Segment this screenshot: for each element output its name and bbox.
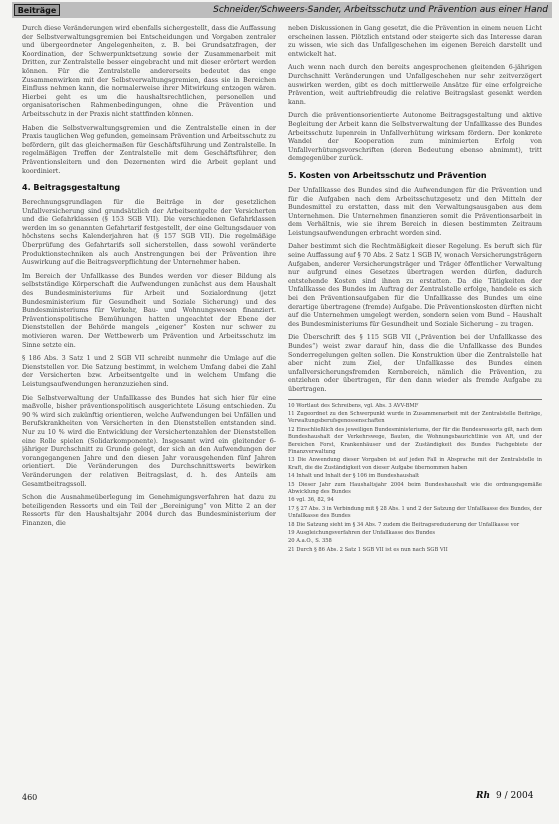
footnote: 20 A.a.O., S. 358 xyxy=(288,538,332,545)
footnote: 21 Durch § 86 Abs. 2 Satz 1 SGB VII ist es nun nach SGB VII xyxy=(288,546,448,553)
footnotes xyxy=(288,399,542,555)
section-heading: 4. Beitragsgestaltung xyxy=(22,183,121,193)
issue-label: 9 / 2004 xyxy=(496,791,534,801)
body-paragraph: Daher bestimmt sich die Rechtmäßigkeit dieser Regelung. Es beruft sich für seine Auffassung auf § 70 Abs. 2 Satz 1 SGB IV, wonach Versicherungsträgern Aufgaben, anderer Versicherungsträger und Träger öffentlicher Verwaltung nur aufgrund eines Gesetzes übertragen werden dürfen, dadurch entstehende Kosten sind ihnen zu erstatten. Da die Tätigkeiten der Unfallkasse des Bundes im Auftrag der Zentralstelle erfolge, handele es sich bei den Präventionsaufgaben für die Unfallkasse des Bundes um eine derartige übertragene (fremde) Aufgabe. Die Präventionskosten dürften nicht auf die Unternehmen umgelegt werden, sondern seien vom Bund – Haushalt des Bundesministeriums für Gesundheit und Soziale Sicherung – zu tragen. xyxy=(288,242,542,328)
body-paragraph: Die Selbstverwaltung der Unfallkasse des Bundes hat sich hier für eine maßvolle, bisher präventionspolitisch ausgerichtete Lösung entschieden. Zu 90 % wird sich zukünftig orientieren, welche Aufwendungen bei Unfällen und Berufskrankheiten von Versicherten in den Dienststellen entstanden sind. Nur zu 10 % wird die Entwicklung der Versichertenzahlen der Dienststellen eine Rolle spielen (Solidarkomponente). Insgesamt wird ein gleitender 6-jähriger Durchschnitt zu Grunde gelegt, der sich an den Aufwendungen der vorangegangenen Jahre und den diesen Jahr vorausgehenden fünf Jahren orientiert. Die Veränderungen des Durchschnittswerts bewirken Veränderungen der relativen Beitragslast, d. h. des Anteils am Gesamtbeitragssoll. xyxy=(22,393,276,488)
section-logo: Beiträge xyxy=(14,4,60,16)
section-heading: 5. Kosten von Arbeitsschutz und Prävention xyxy=(288,170,487,180)
footnote: 17 § 27 Abs. 3 in Verbindung mit § 28 Abs. 1 und 2 der Satzung der Unfallkasse des Bundes, der Unfallkasse des Bundes xyxy=(288,505,542,520)
body-paragraph: Durch diese Veränderungen wird ebenfalls sichergestellt, dass die Auffassung der Selbstverwaltungsgremien bei Entscheidungen und Vorgaben zentraler und übergeordneter Angelegenheiten, z. B. bei Grundsatzfragen, der Koordination, der Schwerpunktsetzung sowie der Zusammenarbeit mit Dritten, zur Zentralstelle besser eingebracht und mit dieser erörtert werden können. Für die Zentralstelle andererseits bedeutet das enge Zusammenwirken mit der Selbstverwaltungsgremien, dass sie in Bereichen Einfluss nehmen kann, die normalerweise ihrer Mitwirkung entzogen wären. Hierbei geht es um die haushaltsrechtlichen, personellen und organisatorischen Rahmenbedingungen, ohne die Prävention und Arbeitsschutz in der Praxis nicht stattfinden können. xyxy=(22,24,276,118)
footnote: 19 Ausgleichungsverfahren der Unfallkasse des Bundes xyxy=(288,530,436,537)
footnote: 14 Inhalt und Inhalt der § 106 im Bundeshaushalt xyxy=(288,473,420,480)
right-column xyxy=(288,24,542,784)
body-paragraph: Haben die Selbstverwaltungsgremien und die Zentralstelle einen in der Praxis tauglichen Weg gefunden, gemeinsam Prävention und Arbeitsschutz zu befördern, gilt das gleichermaßen für Geschäftsführung und Zentralstelle. In regelmäßigen Treffen der Zentralstelle mit dem Geschäftsführer, den Präventionsleitern und den Dezernenten wird die Arbeit geplant und koordiniert. xyxy=(22,123,276,175)
footnote: 11 Zugeordnet zu den Schwerpunkt wurde in Zusammenarbeit mit der Zentralstelle Beiträge, Verwaltungsberufsgenossenschaften xyxy=(288,410,542,425)
body-paragraph: Berechnungsgrundlagen für die Beiträge in der gesetzlichen Unfallversicherung sind grundsätzlich der Arbeitsentgelte der Versicherten und die Gefahrklassen (§ 153 SGB VII). Die verschiedenen Gefahrklassen werden im so genannten Gefahrtarif festgestellt, der eine Geltungsdauer von höchstens sechs Kalenderjahren hat (§ 157 SGB VII). Die regelmäßige Überprüfung des Gefahrtarifs soll sicherstellen, dass sowohl veränderte Produktionstechniken als auch Anstrengungen bei der Prävention ihre Auswirkung auf die Beitragsverpflichtung der Unternehmer haben. xyxy=(22,198,276,267)
footnote: 10 Wortlaut des Schreibens, vgl. Abs. 3 AVV-BMF xyxy=(288,402,419,409)
body-paragraph: § 186 Abs. 3 Satz 1 und 2 SGB VII schreibt nunmehr die Umlage auf die Dienststellen vor. Die Satzung bestimmt, in welchem Umfang dabei die Zahl der Versicherten bzw. Arbeitsentgelte und in welchem Umfang die Leistungsaufwendungen heranzuziehen sind. xyxy=(22,354,276,388)
footnote: 16 vgl. 36, 82, 94 xyxy=(288,497,334,504)
page-header xyxy=(12,2,552,18)
body-paragraph: Auch wenn nach durch den bereits angesprochenen gleitenden 6-jährigen Durchschnitt Veränderungen und Unfallgeschehen nur sehr zeitverzögert auswirken werden, gibt es doch mittlerweile Ansätze für eine erfolgreiche Prävention, weit auftriebfreudig die relative Beitragslast gesenkt werden kann. xyxy=(288,63,542,106)
journal-logo: Rh xyxy=(476,791,491,801)
journal-issue xyxy=(476,791,533,801)
left-column xyxy=(22,24,276,784)
footnote: 12 Einschließlich des jeweiligen Bundesministeriums, der für die Bundesressorts gilt, nach dem Bundeshaushalt der Verkehrswege, Bauten, die Wohnungsbaurichtlinie von AR, und der Bereichen Forst, Krankenhäuser und der Zuständigkeit des Bundes Fachgebiete der Finanzverwaltung xyxy=(288,426,542,455)
footnote: 18 Die Satzung sieht im § 34 Abs. 7 zudem die Beitragsreduzierung der Unfallkasse vor xyxy=(288,521,520,528)
body-paragraph: Die Überschrift des § 115 SGB VII („Prävention bei der Unfallkasse des Bundes“) weist zwar darauf hin, dass die die Unfallkasse des Bundes Sonderregelungen gelten sollen. Die Konstruktion über die Zentralstelle hat aber nicht zum Ziel, der Unfallkasse des Bundes einen unfallversicherungsfremden Kernbereich, nämlich die Prävention, zu entziehen oder übertragen, für den dann wieder als fremde Aufgabe zu übertragen. xyxy=(288,333,542,393)
body-paragraph: neben Diskussionen in Gang gesetzt, die die Prävention in einem neuen Licht erscheinen lassen. Plötzlich entstand oder steigerte sich das Interesse daran zu wissen, wie sich das Unfallgeschehen im eigenen Bereich darstellt und entwickelt hat. xyxy=(288,24,542,58)
running-head: Schneider/Schweers-Sander, Arbeitsschutz und Prävention aus einer Hand xyxy=(213,5,548,15)
body-paragraph: Schon die Ausnahmeüberlegung im Genehmigungsverfahren hat dazu zu beteiligenden Ressorts und ein Teil der „Bereinigung“ von Mitte 2 an der Ressorts für den Haushaltsjahr 2004 durch das Bundesministerium der Finanzen, die xyxy=(22,493,276,527)
body-paragraph: Durch die präventionsorientierte Autonome Beitragsgestaltung und aktive Begleitung der Arbeit kann die Selbstverwaltung der Unfallkasse des Bundes Arbeitsschutz lupenrein in Unfallverhütung wirksam fördern. Der konkrete Wandel der Kooperation zum minimierten Erfolg von Unfallverhütungsvorschriften (deren Bedeutung ebenso abnimmt), tritt demgegenüber zurück. xyxy=(288,111,542,163)
body-paragraph: Im Bereich der Unfallkasse des Bundes werden vor dieser Bildung als selbstständige Körperschaft die Aufwendungen zunächst aus dem Haushalt des Bundesministeriums für Arbeit und Sozialordnung (jetzt Bundesministerium für Gesundheit und Soziale Sicherung) und des Bundesministeriums für Verkehr, Bau- und Wohnungswesen finanziert. Präventionspolitische Bemühungen hatten ungeachtet der Ebene der Dienststellen der Behörde mangels „eigener“ Kosten nur schwer zu motivieren waren. Der Wettbewerb um Prävention und Arbeitsschutz im Sinne setzte ein. xyxy=(22,271,276,349)
footnote: 15 Dieser Jahr zum Haushaltsjahr 2004 beim Bundeshaushalt wie die ordnungsgemäße Abwicklung des Bundes xyxy=(288,481,542,496)
page-number: 460 xyxy=(22,793,38,802)
footnote: 13 Die Anwendung dieser Vorgaben ist auf jeden Fall in Absprache mit der Zentralstelle in Kraft, die die Zuständigkeit von dieser Aufgabe übernommen haben xyxy=(288,457,542,471)
body-paragraph: Der Unfallkasse des Bundes sind die Aufwendungen für die Prävention und für die Aufgaben nach dem Arbeitsschutzgesetz und den Mitteln der Bundesmittel zu erstatten, dass mit den Verwaltungsausgaben aus dem Unternehmen. Die Unternehmen finanzieren somit die Präventionsarbeit in dem Verhältnis, wie sie ihrem Bereich in diesen bestimmten Zeitraum Leistungsaufwendungen erbracht worden sind. xyxy=(288,185,542,237)
